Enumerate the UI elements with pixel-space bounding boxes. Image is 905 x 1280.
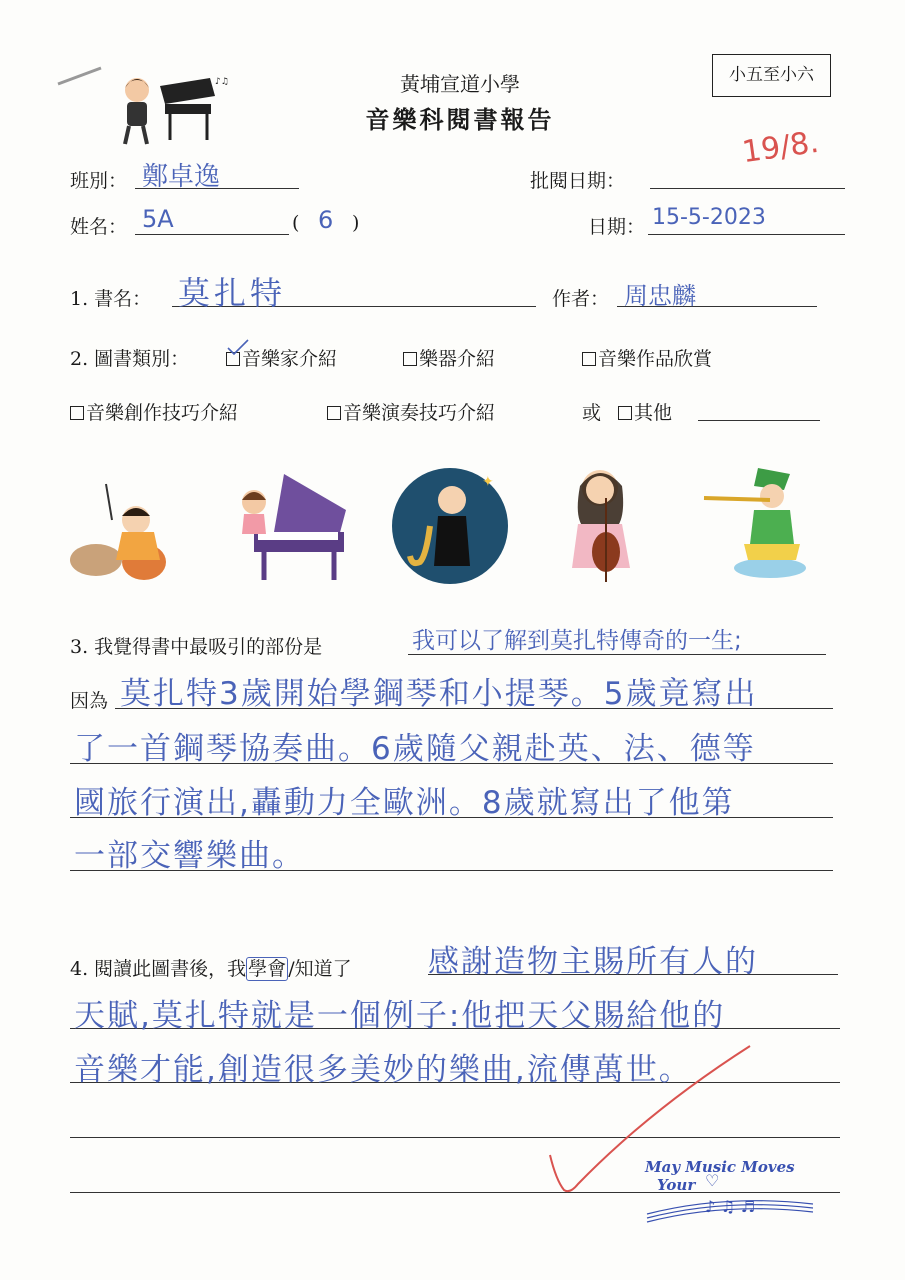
checkbox[interactable]: [582, 352, 596, 366]
class-label: 班別：: [70, 170, 128, 192]
q4-answer-line1: 感謝造物主賜所有人的: [428, 944, 758, 980]
q3-answer-line1: 我可以了解到莫扎特傳奇的一生;: [412, 628, 742, 654]
grade-box: 小五至小六: [712, 54, 831, 97]
other-underline: [698, 420, 820, 421]
option-appreciation[interactable]: 音樂作品欣賞: [582, 344, 712, 371]
svg-text:♪♫: ♪♫: [215, 77, 229, 87]
pianist-illustration: [115, 68, 229, 148]
checkbox[interactable]: [327, 406, 341, 420]
pencil-mark: [55, 64, 105, 92]
paren-close: ): [352, 212, 360, 234]
date-label: 日期：: [588, 216, 646, 238]
date-underline: [648, 234, 845, 235]
date-value: 15-5-2023: [652, 205, 766, 230]
because-label: 因為: [70, 690, 109, 712]
class-value: 鄭卓逸: [142, 162, 221, 192]
review-date-label: 批閱日期：: [530, 170, 626, 192]
paren-open: (: [292, 212, 300, 234]
school-name: 黃埔宣道小學: [400, 72, 520, 96]
review-date-underline: [650, 188, 845, 189]
or-label: 或: [582, 402, 602, 424]
flute-illustration: [700, 464, 810, 582]
book-value: 莫扎特: [178, 274, 287, 312]
option-musician[interactable]: 音樂家介紹: [226, 344, 337, 371]
boxed-learned: 學會: [248, 958, 287, 980]
category-label: 2. 圖書類別：: [70, 348, 190, 370]
author-value: 周忠麟: [624, 282, 696, 310]
svg-text:♪ ♫ ♬: ♪ ♫ ♬: [705, 1197, 756, 1216]
checkmark-icon: [226, 338, 250, 358]
drummer-illustration: [66, 480, 180, 586]
name-underline: [135, 234, 289, 235]
piano-illustration: [234, 470, 354, 584]
checkbox[interactable]: [403, 352, 417, 366]
q3-label: 3. 我覺得書中最吸引的部份是: [70, 636, 323, 658]
option-performance[interactable]: 音樂演奏技巧介紹: [327, 398, 495, 425]
review-mark: 19/8.: [739, 124, 821, 171]
name-label: 姓名：: [70, 216, 128, 238]
option-instrument[interactable]: 樂器介紹: [403, 344, 495, 371]
q4-line-2: 天賦,莫扎特就是一個例子:他把天父賜給他的: [74, 998, 726, 1034]
q3-line-2: 了一首鋼琴協奏曲。6歲隨父親赴英、法、德等: [74, 731, 756, 767]
checkbox[interactable]: [70, 406, 84, 420]
seat-value: 6: [318, 206, 334, 234]
q3-line-4: 一部交響樂曲。: [74, 838, 305, 874]
slogan-line2: Your: [657, 1176, 696, 1194]
name-value: 5A: [142, 205, 174, 233]
q4-label: 4. 閱讀此圖書後，我 學會 /知道了: [70, 958, 352, 980]
cello-illustration: [560, 458, 644, 584]
q4-line-3: 音樂才能,創造很多美妙的樂曲,流傳萬世。: [74, 1052, 692, 1088]
q3-line-3: 國旅行演出,轟動力全歐洲。8歲就寫出了他第: [74, 785, 735, 821]
report-title: 音樂科閱書報告: [365, 105, 555, 134]
option-composition[interactable]: 音樂創作技巧介紹: [70, 398, 238, 425]
svg-text:♡: ♡: [705, 1171, 720, 1190]
saxophone-illustration: [390, 466, 510, 584]
option-other[interactable]: 其他: [618, 398, 672, 425]
q3-line-1: 莫扎特3歲開始學鋼琴和小提琴。5歲竟寫出: [120, 676, 758, 712]
music-slogan: [645, 1158, 815, 1228]
slogan-line1: May Music Moves: [645, 1158, 795, 1176]
svg-text:✦: ✦: [482, 474, 494, 490]
checkbox[interactable]: [618, 406, 632, 420]
book-label: 1. 書名：: [70, 288, 152, 310]
author-label: 作者：: [552, 288, 610, 310]
